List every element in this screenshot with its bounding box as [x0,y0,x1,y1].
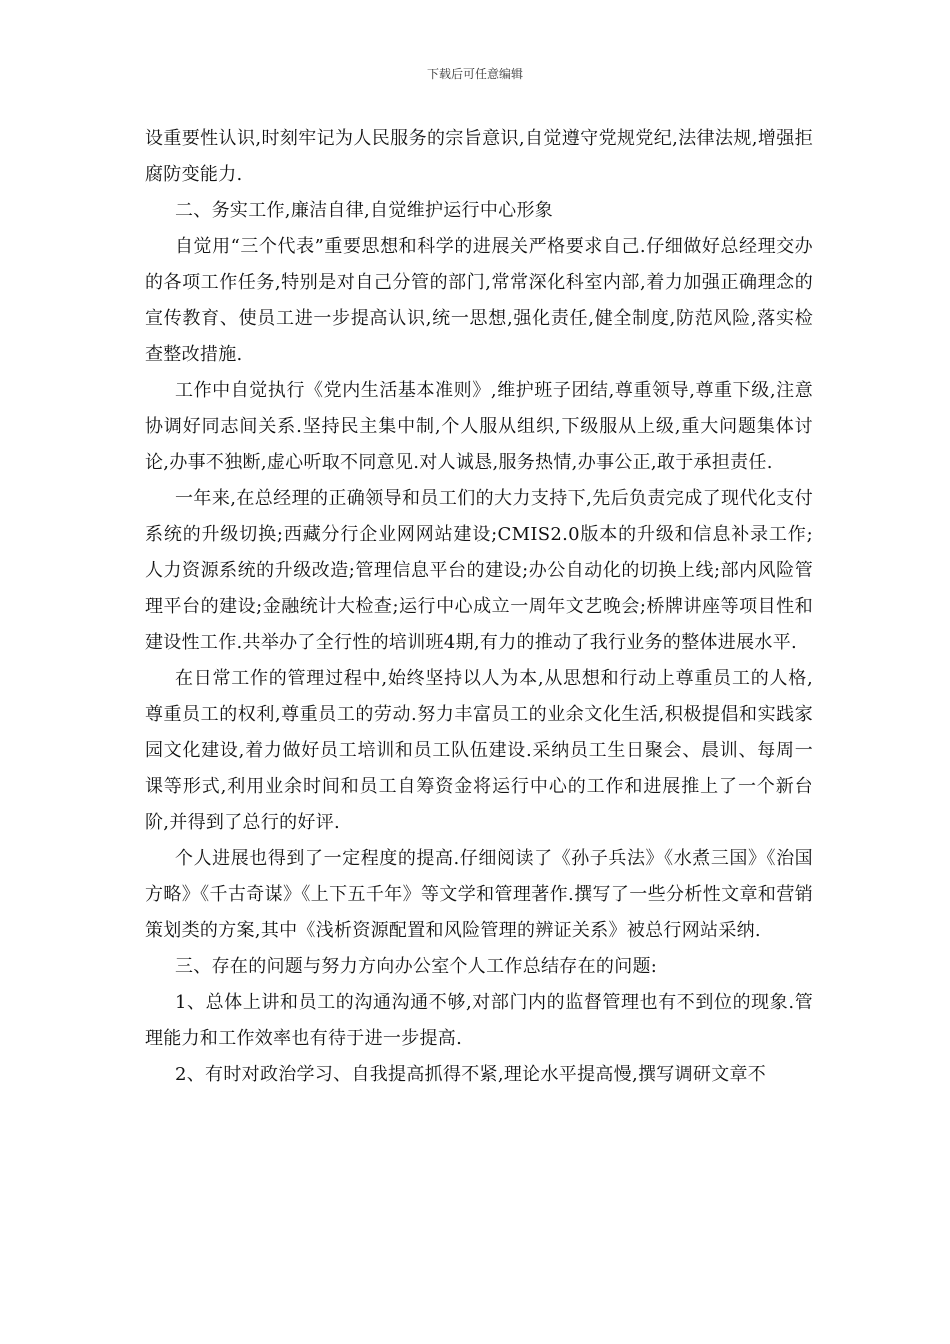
document-body [145,121,813,1093]
paragraph-6: 在日常工作的管理过程中,始终坚持以人为本,从思想和行动上尊重员工的人格,尊重员工的权利,尊重员工的劳动.努力丰富员工的业余文化生活,积极提倡和实践家园文化建设,着力做好员工培训和员工队伍建设.采纳员工生日聚会、晨训、每周一课等形式,利用业余时间和员工自筹资金将运行中心的工作和进展推上了一个新台阶,并得到了总行的好评. [145,668,813,833]
page-header: 下载后可任意编辑 [426,67,523,81]
paragraph-1: 设重要性认识,时刻牢记为人民服务的宗旨意识,自觉遵守党规党纪,法律法规,增强拒腐防变能力. [145,128,813,185]
paragraph-4: 工作中自觉执行《党内生活基本准则》,维护班子团结,尊重领导,尊重下级,注意协调好同志间关系.坚持民主集中制,个人服从组织,下级服从上级,重大问题集体讨论,办事不独断,虚心听取不同意见.对人诚恳,服务热情,办事公正,敢于承担责任. [145,380,813,473]
list-item-1: 1、总体上讲和员工的沟通沟通不够,对部门内的监督管理也有不到位的现象.管理能力和工作效率也有待于进一步提高. [145,992,813,1049]
paragraph-3: 自觉用“三个代表”重要思想和科学的进展关严格要求自己.仔细做好总经理交办的各项工作任务,特别是对自己分管的部门,常常深化科室内部,着力加强正确理念的宣传教育、使员工进一步提高认识,统一思想,强化责任,健全制度,防范风险,落实检查整改措施. [145,236,813,365]
paragraph-5: 一年来,在总经理的正确领导和员工们的大力支持下,先后负责完成了现代化支付系统的升级切换;西藏分行企业网网站建设;CMIS2.0版本的升级和信息补录工作;人力资源系统的升级改造;管理信息平台的建设;办公自动化的切换上线;部内风险管理平台的建设;金融统计大检查;运行中心成立一周年文艺晚会;桥牌讲座等项目性和建设性工作.共举办了全行性的培训班4期,有力的推动了我行业务的整体进展水平. [145,488,813,653]
section-heading-2: 二、务实工作,廉洁自律,自觉维护运行中心形象 [175,200,554,221]
section-heading-3: 三、存在的问题与努力方向办公室个人工作总结存在的问题: [175,956,658,977]
paragraph-7: 个人进展也得到了一定程度的提高.仔细阅读了《孙子兵法》《水煮三国》《治国方略》《千古奇谋》《上下五千年》等文学和管理著作.撰写了一些分析性文章和营销策划类的方案,其中《浅析资源配置和风险管理的辨证关系》被总行网站采纳. [145,848,813,941]
list-item-2: 2、有时对政治学习、自我提高抓得不紧,理论水平提高慢,撰写调研文章不 [175,1064,767,1085]
